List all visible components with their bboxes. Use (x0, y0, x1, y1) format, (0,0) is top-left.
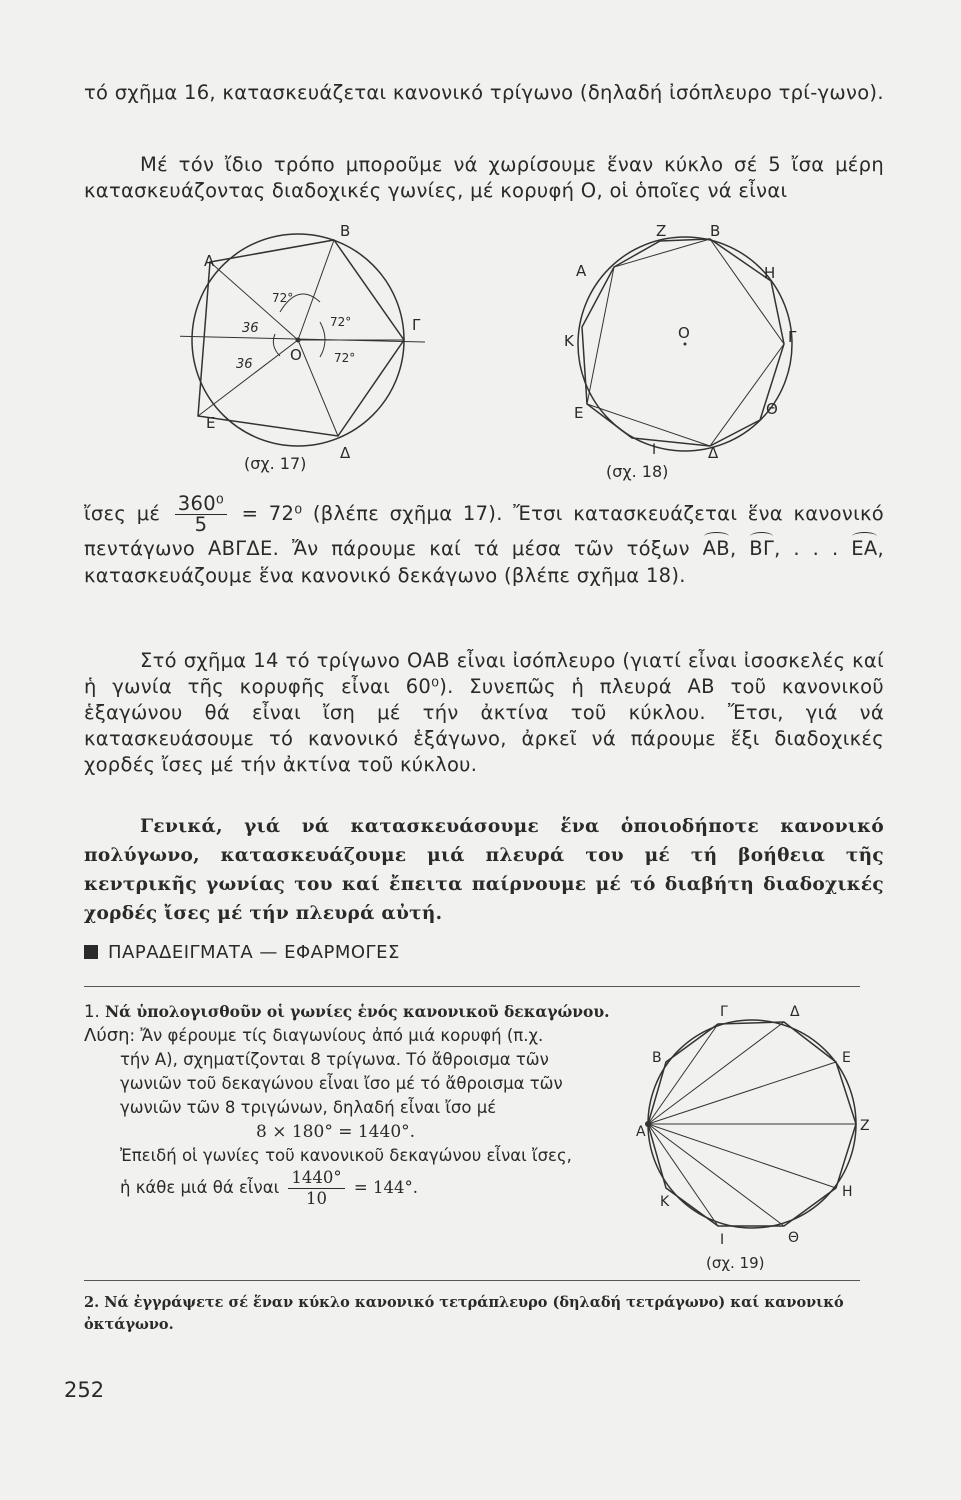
fig19-diagonal-5 (648, 1124, 836, 1188)
fig18-label-d: Δ (708, 444, 719, 462)
fig19-label-b: Β (652, 1050, 662, 1066)
fig19-diagonal-7 (648, 1124, 718, 1226)
fig17-angle-5: 36 (236, 357, 253, 372)
fig17-label-e: Ε (206, 414, 216, 432)
arc-bg: ΒΓ (749, 537, 775, 560)
fig19-vertex-a (645, 1121, 651, 1127)
figure-18-decagon (560, 222, 810, 472)
fig19-label-th: Θ (788, 1230, 800, 1246)
fig19-label-d: Δ (790, 1004, 800, 1020)
fig19-diagonal-6 (648, 1124, 784, 1226)
solution-label: Λύση (84, 1025, 130, 1046)
fig17-angle-2: 72° (330, 315, 352, 329)
fig17-label-g: Γ (412, 316, 421, 334)
fig18-label-o: Ο (678, 324, 690, 342)
fig18-caption: (σχ. 18) (606, 462, 669, 481)
fig19-diagonal-2 (648, 1022, 784, 1124)
fig17-radius-e (198, 340, 298, 416)
fig19-label-h: Η (842, 1184, 853, 1200)
fig18-label-e: Ε (574, 404, 584, 422)
paragraph-3: ἴσες μέ $\frac{\text{360⁰}}{5}$ = 72⁰ (βλέπε σχῆμα 17). Ἔτσι κατασκευάζεται ἕνα κανονικό πεντάγωνο ΑΒΓΔΕ. Ἄν πάρουμε καί τά μέσα τῶν τόξων ΑΒ, ΒΓ, . . . ΕΑ, κατασκευάζουμε ἕνα κανονικό δεκάγωνο (βλέπε σχῆμα 18). (84, 492, 884, 587)
fig17-pentagon (198, 240, 404, 436)
fig17-horizontal-line (180, 336, 425, 342)
fig18-label-b: Β (710, 222, 721, 240)
fig17-angle-arc-3 (273, 334, 280, 356)
fig19-label-i: Ι (720, 1232, 725, 1248)
fraction-1440-over-10: $\frac{1440^\circ}{10}$ (288, 1168, 344, 1209)
fig17-label-o: Ο (290, 346, 302, 364)
section-rule-top (84, 986, 860, 987)
section-rule-bottom (84, 1280, 860, 1281)
fraction-360-over-5: $\frac{\text{360⁰}}{5}$ (175, 494, 227, 535)
section-title: ΠΑΡΑΔΕΙΓΜΑΤΑ — ΕΦΑΡΜΟΓΕΣ (84, 942, 884, 963)
fig17-center-point (296, 338, 301, 343)
fig18-label-th: Θ (766, 400, 778, 418)
figure-19-decagon-diagonals (636, 1000, 876, 1250)
paragraph-4: Στό σχῆμα 14 τό τρίγωνο ΟΑΒ εἶναι ἰσόπλευρο (γιατί εἶναι ἰσοσκελές καί ἡ γωνία τῆς κορυφῆς εἶναι 60⁰). Συνεπῶς ἡ πλευρά ΑΒ τοῦ κανονικοῦ ἑξαγώνου θά εἶναι ἴση μέ τήν ἀκτίνα τοῦ κύκλου. Ἔτσι, γιά νά κατασκευάσουμε τό κανονικό ἑξάγωνο, ἀρκεῖ νά πάρουμε ἕξι διαδοχικές χορδές ἴσες μέ τήν ἀκτίνα τοῦ κύκλου. (84, 649, 884, 776)
fig17-label-a: Α (204, 252, 215, 270)
fig17-label-b: Β (340, 222, 351, 240)
formula-8x180: 8 × 180° = 1440°. (256, 1122, 416, 1142)
fig17-radius-d (298, 340, 338, 436)
fig17-angle-1: 72° (272, 291, 294, 305)
figure-17-pentagon (180, 222, 440, 482)
fig17-label-d: Δ (340, 444, 351, 462)
paragraph-1: τό σχῆμα 16, κατασκευάζεται κανονικό τρίγωνο (δηλαδή ἰσόπλευρο τρί-γωνο). (84, 81, 884, 104)
arc-ea: ΕΑ (851, 537, 878, 560)
fig19-diagonal-3 (648, 1062, 836, 1124)
arc-ab: ΑΒ (702, 537, 730, 560)
fig17-angle-4: 36 (242, 321, 259, 336)
fig19-diagonal-1 (648, 1024, 718, 1124)
fig19-label-g: Γ (720, 1004, 728, 1020)
fig19-label-k: Κ (660, 1194, 670, 1210)
fig18-label-i: Ι (652, 442, 657, 458)
fig18-label-a: Α (576, 262, 587, 280)
section-square-icon (84, 945, 98, 959)
fig19-label-e: Ε (842, 1050, 851, 1066)
fig19-label-z: Ζ (860, 1118, 870, 1134)
fig18-label-g: Γ (788, 328, 797, 346)
fig18-label-k: Κ (564, 332, 574, 350)
fig19-caption: (σχ. 19) (706, 1254, 765, 1272)
fig18-label-h: Η (764, 264, 776, 282)
fig19-label-a: Α (636, 1124, 646, 1140)
paragraph-5-rule: Γενικά, γιά νά κατασκευάσουμε ἕνα ὁποιοδήποτε κανονικό πολύγωνο, κατασκευάζουμε μιά πλευρά του μέ τή βοήθεια τῆς κεντρικῆς γωνίας του καί ἔπειτα παίρνουμε μέ τό διαβήτη διαδοχικές χορδές ἴσες μέ τήν πλευρά αὐτή. (84, 816, 884, 924)
fig17-radius-b (298, 240, 334, 340)
fig17-angle-3: 72° (334, 351, 356, 365)
example-1: 1. Νά ὑπολογισθοῦν οἱ γωνίες ἑνός κανονικοῦ δεκαγώνου. Λύση: Ἄν φέρουμε τίς διαγωνίους ἀπό μιά κορυφή (π.χ. τήν Α), σχηματίζονται 8 τρίγωνα. Τό ἄθροισμα τῶν γωνιῶν τοῦ δεκαγώνου εἶναι ἴσο μέ τό ἄθροισμα τῶν γωνιῶν τῶν 8 τριγώνων, δηλαδή εἶναι ἴσο μέ 8 × 180° = 1440°. Ἐπειδή οἱ γωνίες τοῦ κανονικοῦ δεκαγώνου εἶναι ἴσες, ἡ κάθε μιά θά εἶναι $\frac{1440^\circ}{10}$ = 144°. (84, 1000, 644, 1209)
fig18-decagon (582, 239, 784, 446)
example-2: 2. Νά ἐγγράψετε σέ ἕναν κύκλο κανονικό τετράπλευρο (δηλαδή τετράγωνο) καί κανονικό ὀκτάγωνο. (84, 1294, 844, 1333)
page-number: 252 (64, 1378, 105, 1402)
paragraph-2: Μέ τόν ἴδιο τρόπο μποροῦμε νά χωρίσουμε ἕναν κύκλο σέ 5 ἴσα μέρη κατασκευάζοντας διαδοχικές γωνίες, μέ κορυφή Ο, οἱ ὁποῖες νά εἶναι (84, 153, 884, 202)
fig18-label-z: Ζ (656, 222, 667, 240)
fig18-center-point (684, 343, 687, 346)
fig17-caption: (σχ. 17) (244, 454, 307, 473)
